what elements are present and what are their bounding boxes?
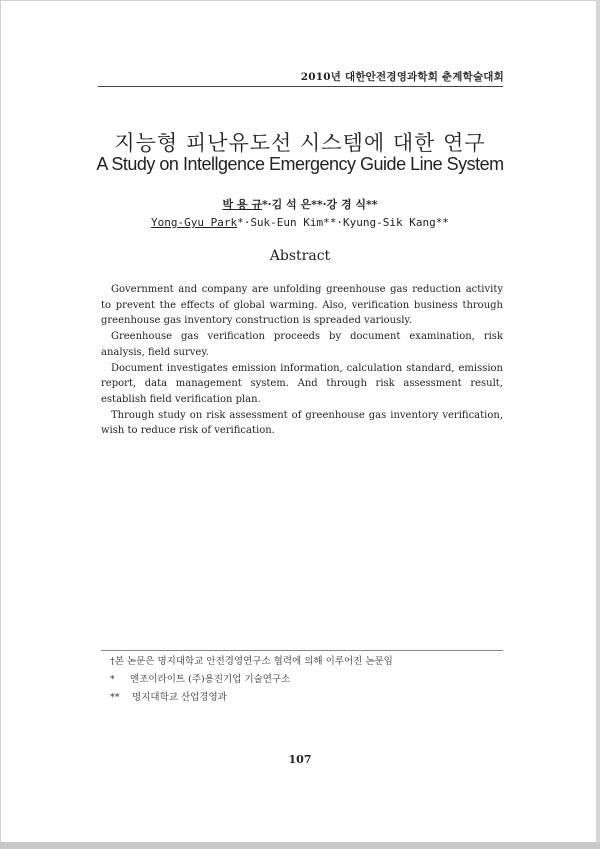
footnote-rule — [101, 650, 503, 651]
author-english-1: Yong-Gyu Park — [150, 216, 238, 229]
footnote-mark: ** — [110, 692, 120, 703]
abstract-heading: Abstract — [269, 248, 331, 264]
abstract-body — [101, 282, 503, 439]
footnotes — [110, 653, 393, 707]
authors-english — [0, 216, 600, 229]
author-separator: · — [336, 216, 344, 229]
running-header: 2010년 대한안전경영과학회 춘계학술대회 — [300, 71, 504, 83]
author-korean-2: 김 석 은 — [271, 198, 312, 211]
author-korean-3: 강 경 식 — [326, 198, 367, 211]
footnote-mark: * — [110, 674, 115, 685]
title-korean: 지능형 피난유도선 시스템에 대한 연구 — [114, 131, 486, 155]
author-mark: ** — [366, 198, 378, 211]
author-english-2: Suk-Eun Kim — [250, 216, 324, 229]
footnote-text: 명지대학교 산업경영과 — [132, 692, 227, 703]
author-mark: * — [261, 198, 268, 211]
author-separator: · — [267, 198, 272, 211]
abstract-paragraph: Government and company are unfolding greenhouse gas reduction activity to prevent the effects of global warming. Also, verification business through greenhouse gas inventory construction is spreaded variously. — [101, 284, 503, 327]
footnote-funding — [110, 653, 393, 671]
title-english: A Study on Intellgence Emergency Guide Line System — [96, 154, 504, 174]
author-mark: ** — [435, 216, 450, 229]
footnote-mark: † — [110, 656, 115, 667]
author-separator: · — [322, 198, 327, 211]
author-english-3: Kyung-Sik Kang — [343, 216, 436, 229]
footnote-text: 엔조이라이트 (주)용진기업 기술연구소 — [130, 674, 291, 685]
abstract-paragraph: Document investigates emission information, calculation standard, emission report, data management system. And through risk assessment result, establish field verification plan. — [101, 362, 503, 405]
abstract-paragraph: Greenhouse gas verification proceeds by document examination, risk analysis, field survey. — [101, 331, 503, 358]
author-separator: · — [243, 216, 251, 229]
header-rule — [98, 86, 503, 87]
page-edge-bottom — [0, 842, 600, 849]
author-mark: ** — [311, 198, 323, 211]
author-mark: * — [237, 216, 244, 229]
footnote-affiliation-2 — [110, 689, 393, 707]
page-number: 107 — [288, 753, 312, 766]
author-mark: ** — [323, 216, 337, 229]
footnote-text: 본 논문은 명지대학교 안전경영연구소 협력에 의해 이루어진 논문임 — [114, 656, 393, 667]
author-korean-1: 박 용 규 — [222, 198, 262, 211]
authors-korean — [0, 196, 600, 212]
abstract-paragraph: Through study on risk assessment of greenhouse gas inventory verification, wish to reduce risk of verification. — [101, 409, 503, 437]
footnote-affiliation-1 — [110, 671, 393, 689]
